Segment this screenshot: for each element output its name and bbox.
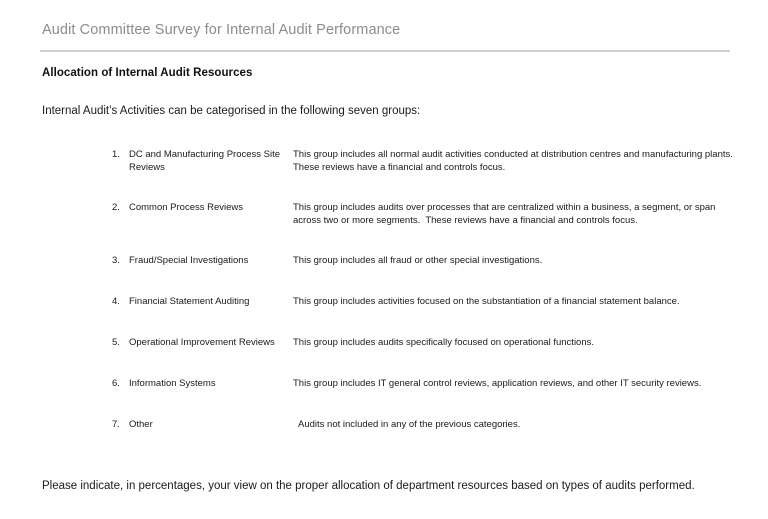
- audit-group-number: 4.: [112, 296, 120, 307]
- audit-group-label: DC and Manufacturing Process Site Reviews: [129, 149, 281, 173]
- audit-group-number: 2.: [112, 202, 120, 213]
- audit-group-item: [0, 201, 768, 242]
- audit-group-item: [0, 336, 768, 377]
- audit-group-item: [0, 377, 768, 418]
- allocation-prompt: Please indicate, in percentages, your view on the proper allocation of department resources based on types of audits performed.: [42, 480, 695, 492]
- audit-group-number: 5.: [112, 337, 120, 348]
- audit-group-label: Common Process Reviews: [129, 202, 244, 213]
- audit-group-label: Operational Improvement Reviews: [129, 337, 275, 348]
- audit-group-description: This group includes IT general control reviews, application reviews, and other IT security reviews.: [293, 378, 702, 389]
- audit-group-description: This group includes all fraud or other special investigations.: [293, 255, 543, 266]
- audit-group-number: 1.: [112, 149, 120, 160]
- document-title: Audit Committee Survey for Internal Audit Performance: [42, 22, 401, 38]
- audit-group-item: [0, 418, 768, 459]
- audit-group-label: Information Systems: [129, 378, 216, 389]
- audit-group-number: 6.: [112, 378, 120, 389]
- audit-group-number: 7.: [112, 419, 120, 430]
- section-heading: Allocation of Internal Audit Resources: [42, 67, 253, 79]
- audit-group-label: Fraud/Special Investigations: [129, 255, 249, 266]
- audit-group-label: Financial Statement Auditing: [129, 296, 250, 307]
- audit-group-label: Other: [129, 419, 153, 430]
- audit-group-description: This group includes audits specifically focused on operational functions.: [293, 337, 595, 348]
- audit-group-description: This group includes all normal audit activities conducted at distribution centres and manufacturing plants. These reviews have a financial and controls focus.: [293, 149, 738, 173]
- audit-group-description: Audits not included in any of the previous categories.: [298, 419, 521, 430]
- header-divider: [40, 50, 730, 52]
- audit-group-description: This group includes activities focused on the substantiation of a financial statement balance.: [293, 296, 680, 307]
- intro-paragraph: Internal Audit’s Activities can be categorised in the following seven groups:: [42, 105, 421, 117]
- audit-group-item: [0, 254, 768, 295]
- audit-group-item: [0, 148, 768, 189]
- audit-group-number: 3.: [112, 255, 120, 266]
- audit-group-item: [0, 295, 768, 336]
- audit-group-description: This group includes audits over processes that are centralized within a business, a segment, or span across two or more segments. These reviews have a financial and controls focus.: [293, 202, 719, 226]
